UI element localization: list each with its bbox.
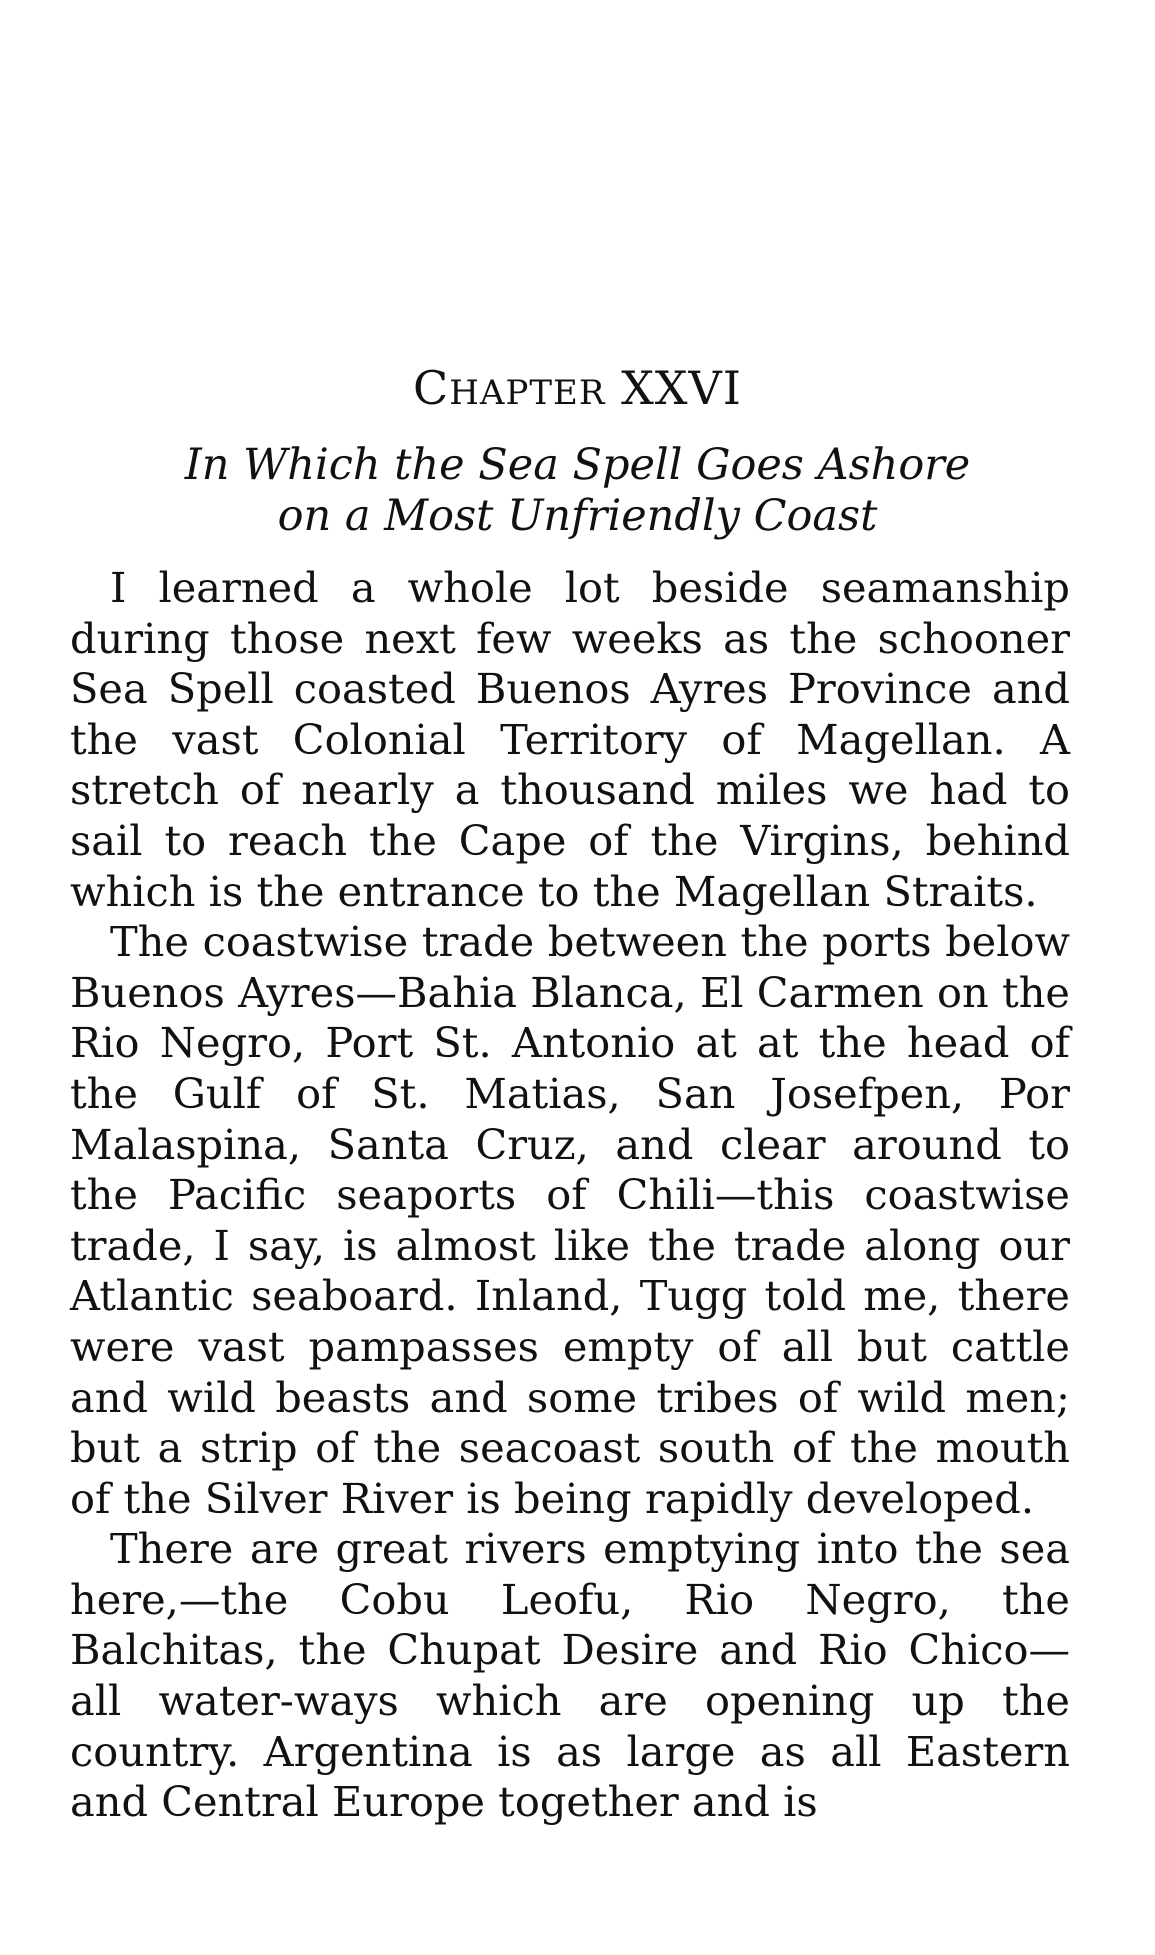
chapter-numeral: XXVI [621,361,742,415]
chapter-title-line-1: In Which the Sea Spell Goes Ashore [184,440,971,490]
body-text [70,563,1070,1828]
paragraph-3: There are great rivers emptying into the sea here,—the Cobu Leofu, Rio Negro, the Balchitas, the Chupat Desire and Rio Chico—all water-ways which are opening up the country. Argentina is as large as all Eastern and Central Europe together and is [70,1524,1070,1827]
chapter-title [0,440,1155,542]
chapter-label-initial: C [413,361,450,415]
paragraph-1: I learned a whole lot beside seamanship during those next few weeks as the schooner Sea Spell coasted Buenos Ayres Province and the vast Colonial Territory of Magellan. A stretch of nearly a thousand miles we had to sail to reach the Cape of the Virgins, behind which is the entrance to the Magellan Straits. [70,563,1070,916]
paragraph-2: The coastwise trade between the ports below Buenos Ayres—Bahia Blanca, El Carmen on the Rio Negro, Port St. Antonio at at the head of the Gulf of St. Matias, San Josefpen, Por Malaspina, Santa Cruz, and clear around to the Pacific seaports of Chili—this coastwise trade, I say, is almost like the trade along our Atlantic seaboard. Inland, Tugg told me, there were vast pampasses empty of all but cattle and wild beasts and some tribes of wild men; but a strip of the seacoast south of the mouth of the Silver River is being rapidly developed. [70,917,1070,1523]
chapter-title-line-2: on a Most Unfriendly Coast [277,491,878,541]
chapter-label-rest: HAPTER [449,373,606,413]
chapter-heading [0,360,1155,421]
